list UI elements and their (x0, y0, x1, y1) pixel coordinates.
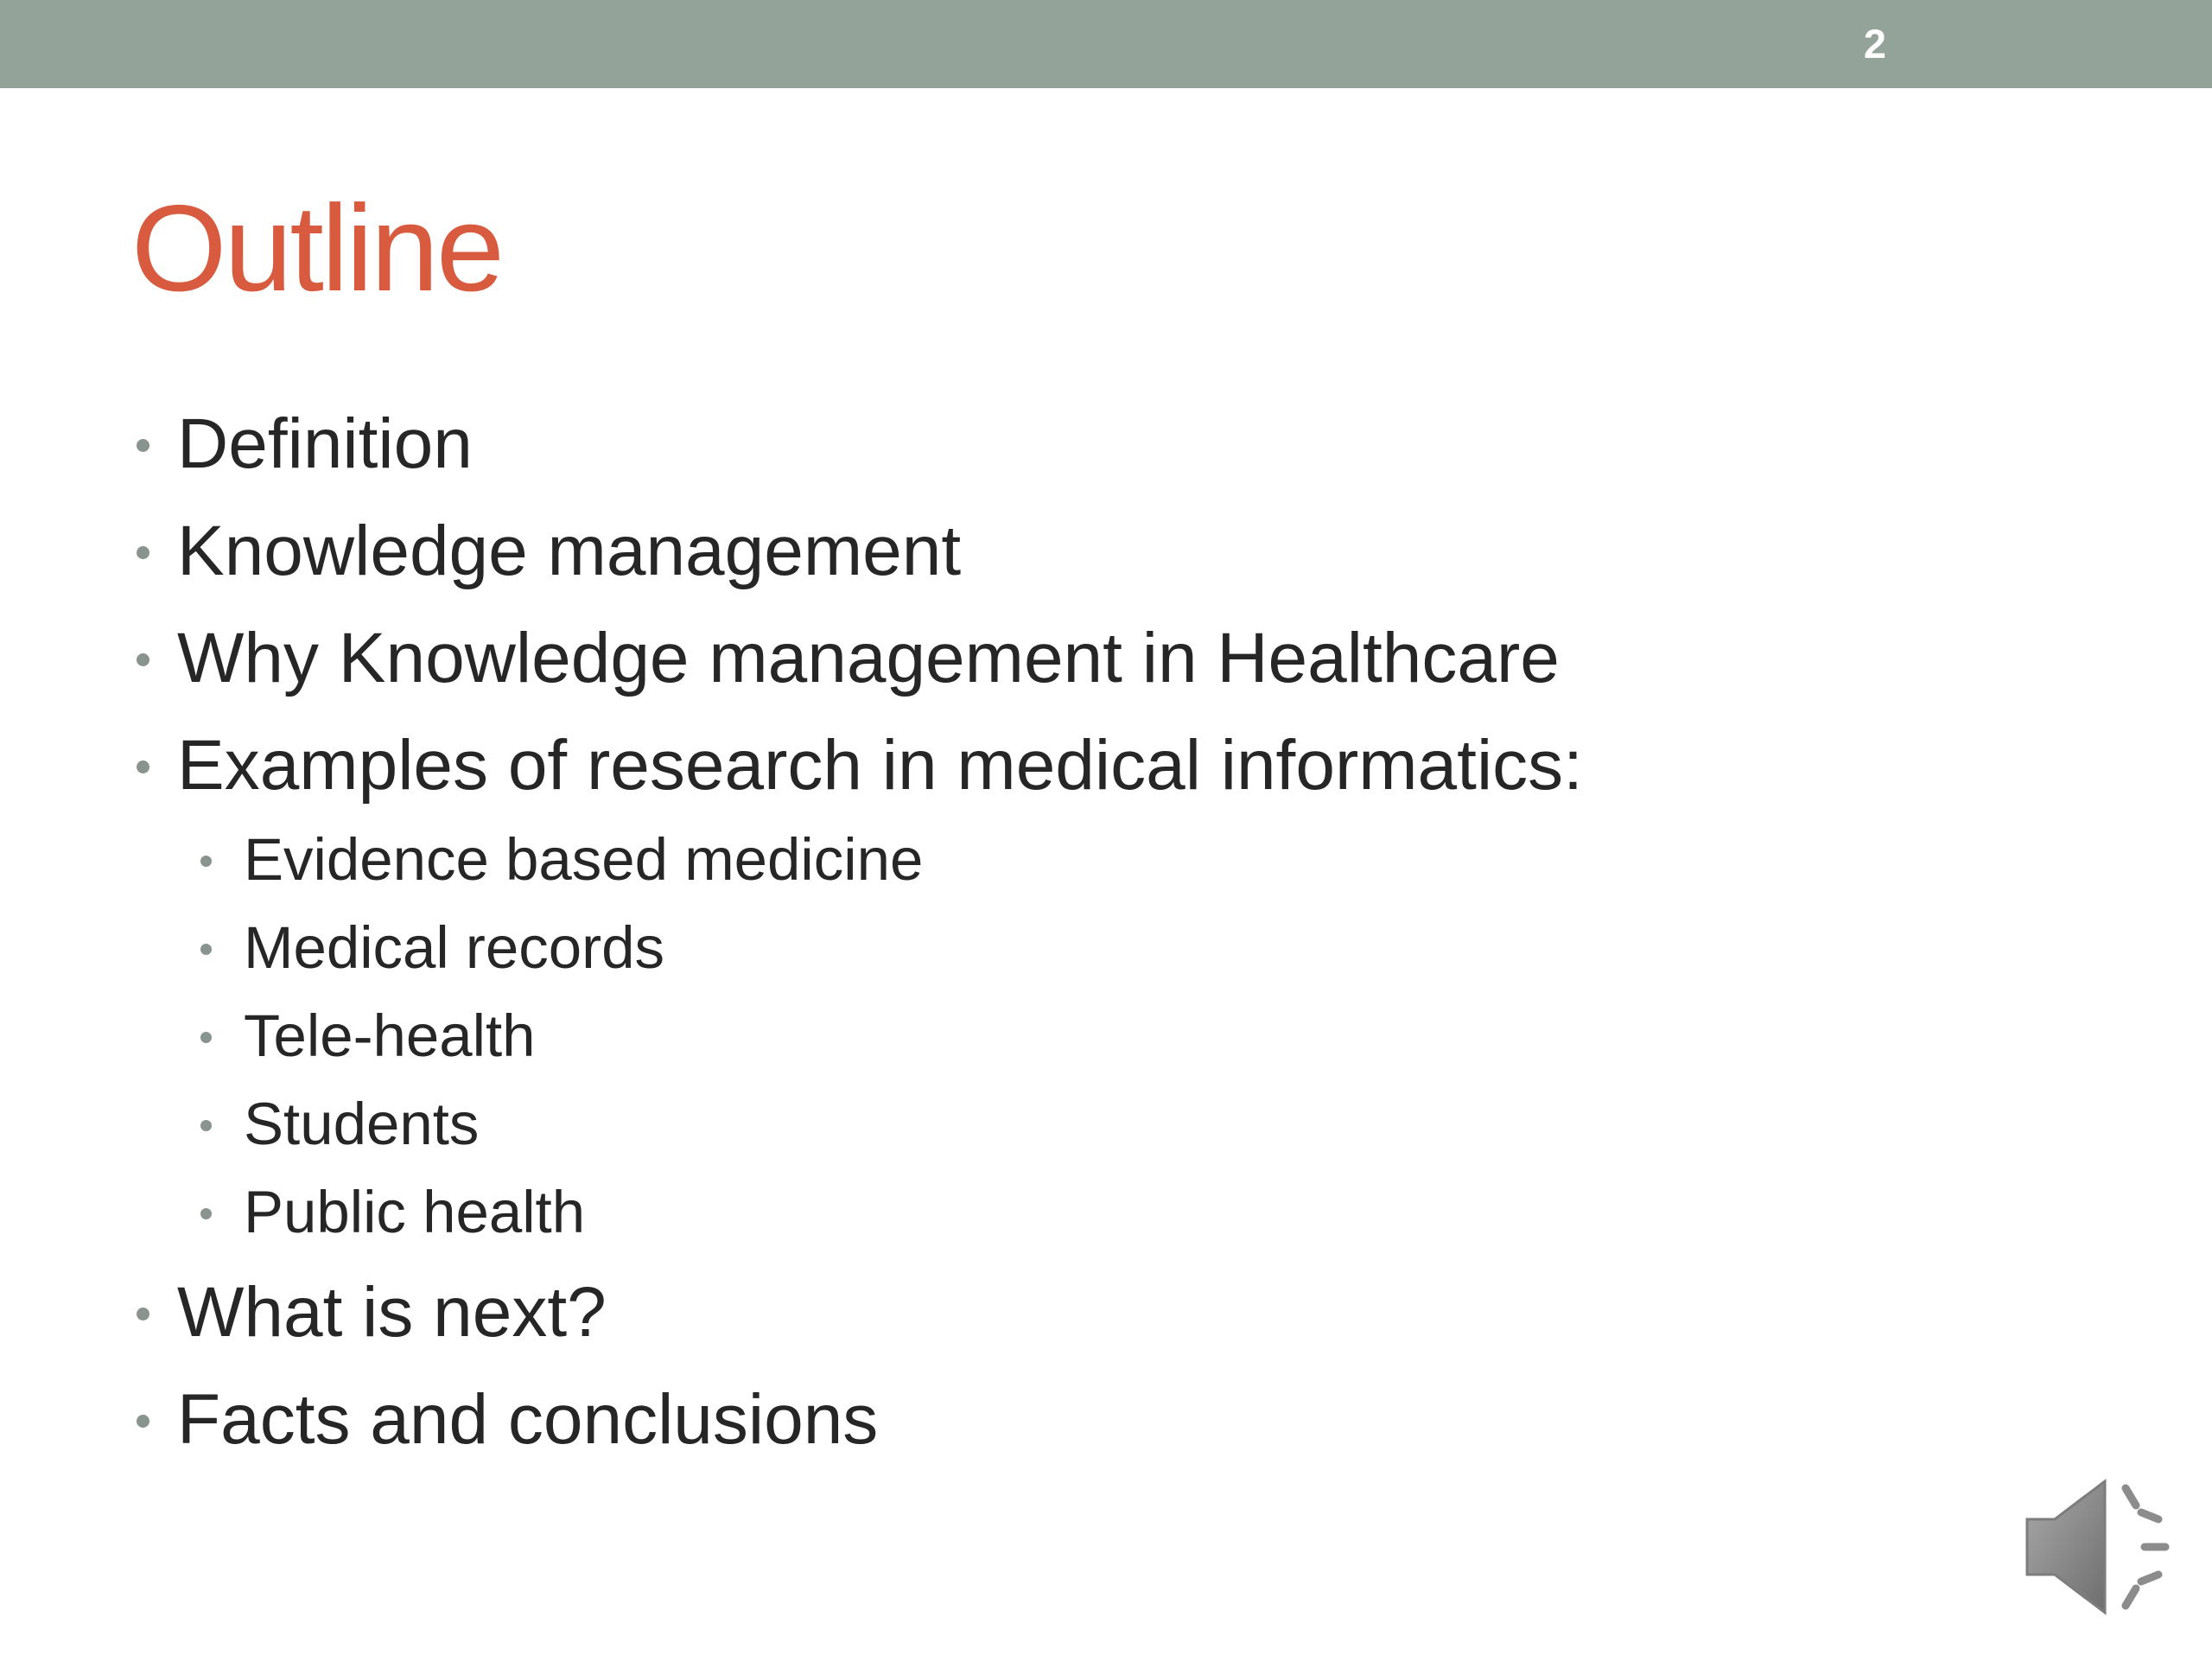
bullet-text: Definition (177, 404, 473, 483)
bullet-text: Facts and conclusions (177, 1380, 879, 1459)
bullet-dot-icon (137, 546, 149, 559)
bullet-item (177, 615, 1560, 702)
bullet-text: Why Knowledge management in Healthcare (177, 619, 1560, 697)
sub-bullet-item (244, 1000, 536, 1072)
bullet-text: Examples of research in medical informatics: (177, 726, 1583, 805)
bullet-text: What is next? (177, 1273, 607, 1352)
bullet-item (177, 1270, 607, 1356)
bullet-dot-icon (137, 1415, 149, 1428)
bullet-dot-icon (137, 653, 149, 666)
bullet-dot-icon (200, 1120, 212, 1131)
sub-bullet-item (244, 912, 664, 984)
bullet-dot-icon (200, 944, 212, 955)
bullet-dot-icon (137, 1308, 149, 1321)
slide-number: 2 (1863, 21, 1887, 67)
bullet-dot-icon (200, 1032, 212, 1043)
bullet-text: Medical records (244, 914, 665, 981)
bullet-item (177, 508, 961, 595)
bullet-dot-icon (200, 1208, 212, 1219)
sub-bullet-item (244, 1088, 479, 1161)
header-bar (0, 0, 2212, 88)
bullet-dot-icon (137, 439, 149, 452)
bullet-text: Tele-health (244, 1002, 536, 1069)
bullet-text: Knowledge management (177, 512, 962, 590)
slide-title: Outline (131, 180, 502, 317)
speaker-icon[interactable] (2020, 1469, 2180, 1625)
sub-bullet-item (244, 824, 923, 896)
bullet-text: Evidence based medicine (244, 826, 924, 893)
sub-bullet-item (244, 1176, 585, 1249)
bullet-item (177, 401, 473, 487)
bullet-text: Students (244, 1091, 480, 1157)
bullet-item (177, 1377, 878, 1463)
bullet-dot-icon (137, 760, 149, 773)
bullet-dot-icon (200, 856, 212, 867)
bullet-item (177, 722, 1583, 809)
bullet-text: Public health (244, 1179, 586, 1245)
